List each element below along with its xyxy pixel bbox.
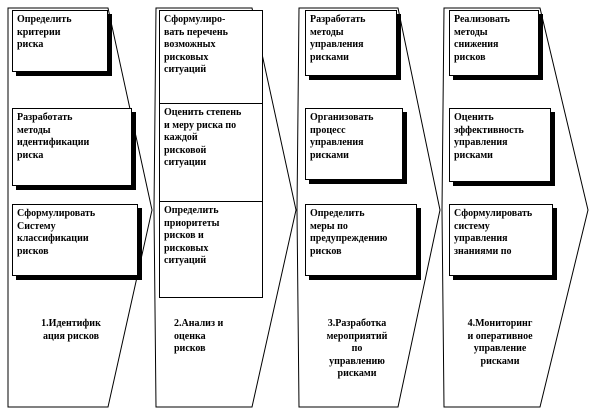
- stage-4-step-3: [449, 204, 553, 276]
- stage-4-step-2: [449, 108, 551, 182]
- stage-3-step-2: [305, 108, 403, 180]
- stage-1-step-3-text: Сформулировать Систему классификации рисков: [17, 208, 96, 257]
- stage-3-step-3: [305, 204, 417, 276]
- stage-2-step-1-text: Сформулиро- вать перечень возможных рисковых ситуаций: [164, 14, 228, 75]
- stage-2-step-3-text: Определить приоритеты рисков и рисковых ситуаций: [164, 205, 220, 266]
- stage-3-step-1: [305, 10, 397, 76]
- stage-2-step-3: [159, 201, 263, 298]
- stage-1-label: 1.Идентифик ация рисков: [41, 318, 101, 342]
- stage-4-step-2-text: Оценить эффективность управления рисками: [454, 112, 524, 161]
- stage-1-step-3: [12, 204, 138, 276]
- stage-3-step-1-text: Разработать методы управления рисками: [310, 14, 366, 63]
- stage-1-step-1: [12, 10, 108, 72]
- stage-2-label: 2.Анализ и оценка рисков: [174, 318, 224, 354]
- stage-2-step-1: [159, 10, 263, 104]
- stage-4-label: 4.Мониторинг и оперативное управление рисками: [467, 318, 533, 367]
- stage-1-step-2-text: Разработать методы идентификации риска: [17, 112, 90, 161]
- stage-3-step-2-text: Организовать процесс управления рисками: [310, 112, 374, 161]
- stage-3-step-3-text: Определить меры по предупреждению рисков: [310, 208, 388, 257]
- stage-4-step-1-text: Реализовать методы снижения рисков: [454, 14, 510, 63]
- stage-4-step-1: [449, 10, 539, 76]
- stage-4-step-3-text: Сформулировать систему управления знаниями по: [454, 208, 533, 257]
- stage-2-step-2-text: Оценить степень и меру риска по каждой рисковой ситуации: [164, 107, 242, 168]
- stage-3-label: 3.Разработка мероприятий по управлению рисками: [326, 318, 388, 379]
- stage-1-step-1-text: Определить критерии риска: [17, 14, 72, 50]
- stage-2-step-2: [159, 103, 263, 202]
- stage-1-step-2: [12, 108, 132, 186]
